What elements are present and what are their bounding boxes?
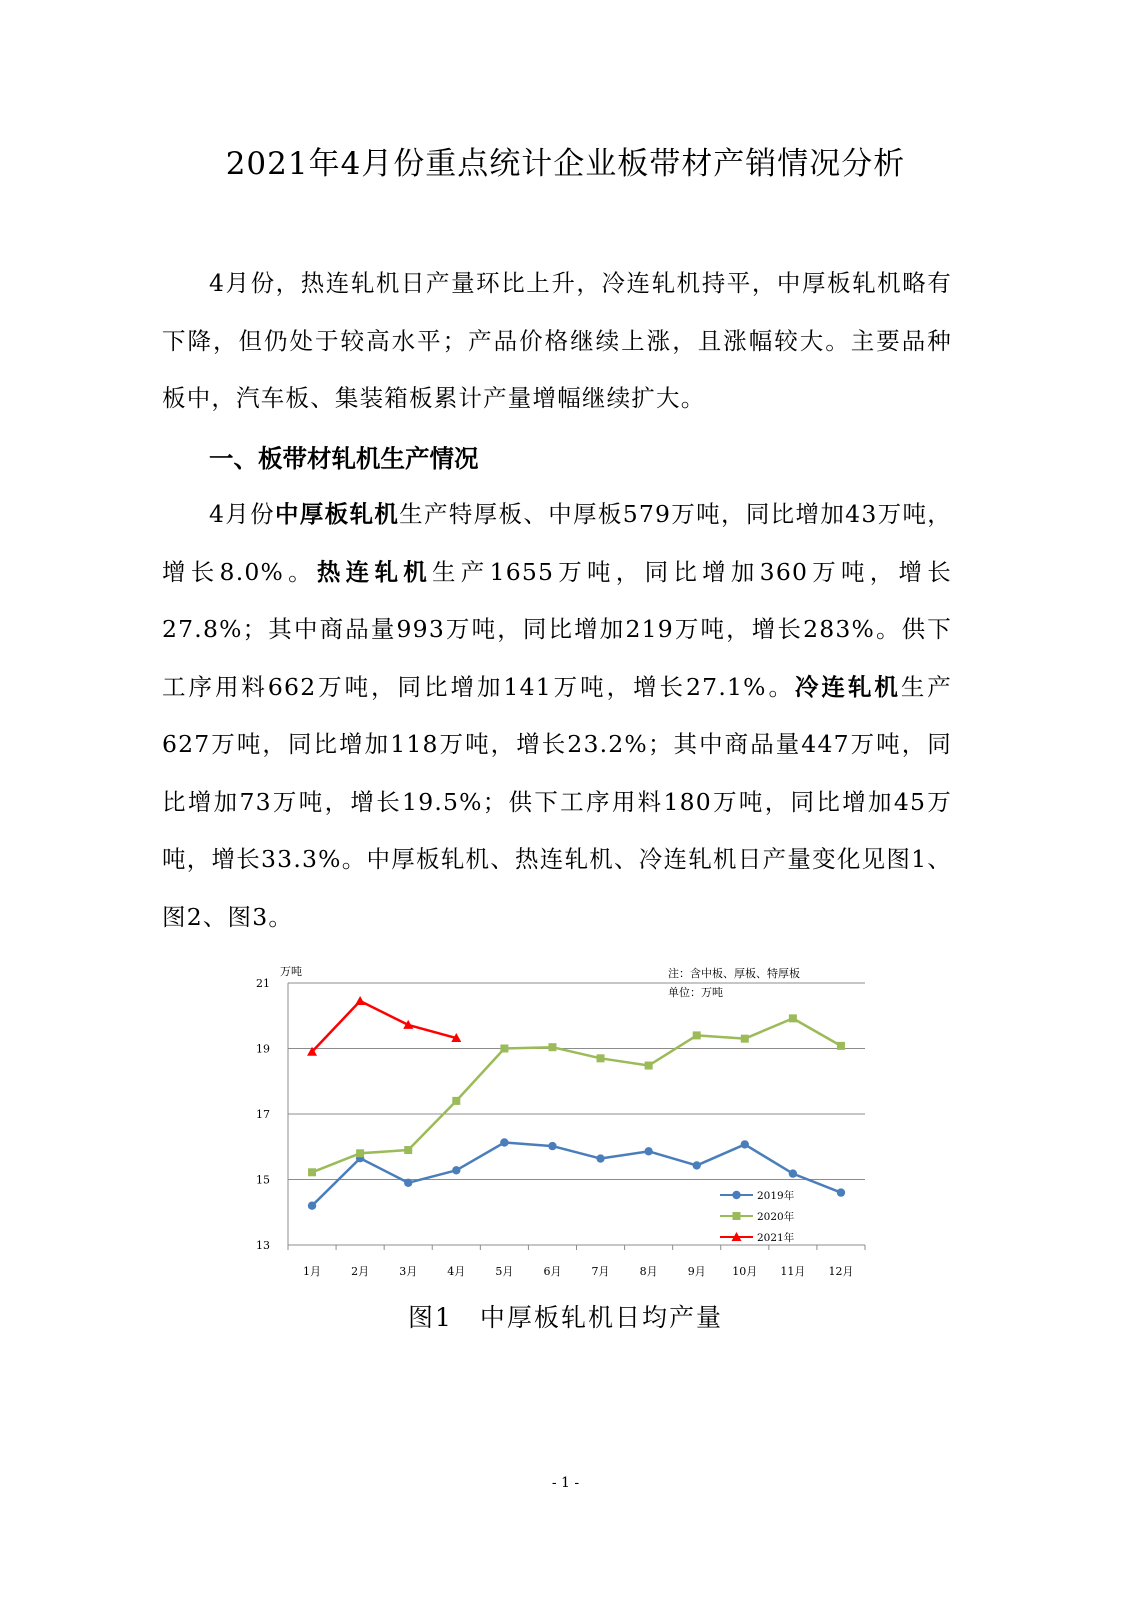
series-2-point xyxy=(308,1168,316,1176)
series-2-point xyxy=(452,1097,460,1105)
series-1-point xyxy=(693,1161,701,1169)
series-2-point xyxy=(693,1031,701,1039)
page-number: - 1 - xyxy=(551,1475,580,1491)
series-2-line xyxy=(312,1018,841,1172)
bold-term-medium-plate: 中厚板轧机 xyxy=(274,500,400,528)
bold-term-cold-strip: 冷连轧机 xyxy=(794,672,901,701)
series-1-point xyxy=(500,1138,508,1146)
series-3-point xyxy=(355,996,365,1005)
series-2-point xyxy=(741,1035,749,1043)
text-run: 生产1655万吨，同比增加360万吨，增长27.8%；其中商品量993万吨，同比增加219万吨，增长283%。供下工序用料662万吨，同比增加141万吨，增长27.1%。 xyxy=(162,557,952,701)
series-1-point xyxy=(452,1166,460,1174)
x-tick-label: 2月 xyxy=(351,1265,370,1278)
x-tick-label: 10月 xyxy=(732,1265,758,1278)
intro-paragraph: 4月份，热连轧机日产量环比上升，冷连轧机持平，中厚板轧机略有下降，但仍处于较高水平；产品价格继续上涨，且涨幅较大。主要品种板中，汽车板、集装箱板累计产量增幅继续扩大。 xyxy=(162,269,952,412)
chart-legend xyxy=(720,1189,795,1244)
series-1-point xyxy=(741,1140,749,1148)
series-1-point xyxy=(789,1169,797,1177)
series-1-point xyxy=(404,1179,412,1187)
series-1-point xyxy=(837,1188,845,1196)
text-run: 4月份 xyxy=(209,500,275,528)
series-2-point xyxy=(645,1062,653,1070)
series-2-point xyxy=(356,1149,364,1157)
x-tick-label: 7月 xyxy=(591,1265,610,1278)
series-2-point xyxy=(548,1043,556,1051)
x-tick-label: 9月 xyxy=(687,1265,706,1278)
chart-note-line-2: 单位：万吨 xyxy=(668,986,723,999)
series-2-point xyxy=(789,1014,797,1022)
legend-label: 2019年 xyxy=(757,1190,795,1202)
y-tick-label: 21 xyxy=(256,977,270,990)
bold-term-hot-strip: 热连轧机 xyxy=(316,557,433,586)
legend-marker xyxy=(733,1212,741,1220)
section-heading: 一、板带材轧机生产情况 xyxy=(209,444,479,473)
series-2-point xyxy=(837,1042,845,1050)
y-tick-label: 17 xyxy=(256,1108,270,1121)
section-paragraph xyxy=(162,486,952,946)
y-tick-label: 13 xyxy=(256,1239,270,1252)
x-tick-label: 8月 xyxy=(639,1265,658,1278)
series-2-point xyxy=(404,1146,412,1154)
y-unit-label: 万吨 xyxy=(280,965,302,978)
series-2-point xyxy=(597,1054,605,1062)
x-tick-label: 1月 xyxy=(303,1265,322,1278)
figure-1-chart xyxy=(250,955,880,1295)
legend-label: 2021年 xyxy=(757,1232,795,1244)
document-title: 2021年4月份重点统计企业板带材产销情况分析 xyxy=(225,146,906,182)
x-tick-label: 4月 xyxy=(447,1265,466,1278)
text-run: 生产特厚板、中厚板579万吨，同比增加43万吨，增长8.0%。 xyxy=(162,500,952,586)
x-tick-label: 3月 xyxy=(399,1265,418,1278)
series-1-point xyxy=(308,1202,316,1210)
x-tick-label: 12月 xyxy=(828,1265,854,1278)
series-1-point xyxy=(596,1154,604,1162)
text-run: 生产627万吨，同比增加118万吨，增长23.2%；其中商品量447万吨，同比增加73万吨，增长19.5%；供下工序用料180万吨，同比增加45万吨，增长33.3%。中厚板轧机、热连轧机、冷连轧机日产量变化见图1、图2、图3。 xyxy=(162,672,952,931)
series-1-point xyxy=(548,1142,556,1150)
series-2-point xyxy=(500,1045,508,1053)
x-tick-label: 6月 xyxy=(543,1265,562,1278)
line-chart xyxy=(250,955,880,1295)
x-tick-label: 5月 xyxy=(495,1265,514,1278)
legend-label: 2020年 xyxy=(757,1211,795,1223)
figure-caption: 图1 中厚板轧机日均产量 xyxy=(408,1303,723,1332)
y-tick-label: 15 xyxy=(256,1173,270,1187)
x-tick-label: 11月 xyxy=(780,1265,806,1278)
series-1-point xyxy=(644,1147,652,1155)
series-3-line xyxy=(312,1001,456,1052)
chart-note-line-1: 注：含中板、厚板、特厚板 xyxy=(668,967,800,980)
y-tick-label: 19 xyxy=(256,1042,270,1056)
legend-marker xyxy=(732,1191,740,1199)
